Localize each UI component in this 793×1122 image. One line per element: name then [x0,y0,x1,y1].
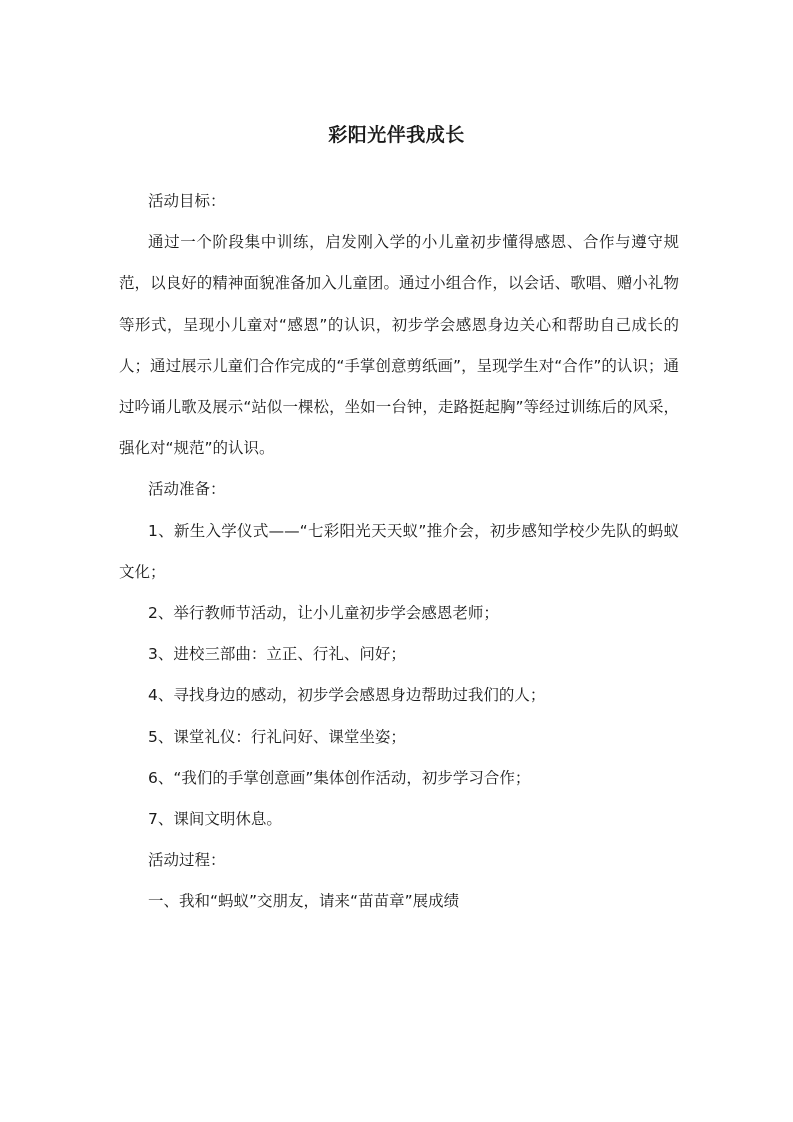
section-heading-goals: 活动目标： [148,192,226,210]
list-item: 6、“我们的手掌创意画”集体创作活动，初步学习合作； [148,768,531,787]
section-heading-process: 活动过程： [148,851,226,870]
list-item: 7、课间文明休息。 [148,810,282,829]
subsection-heading: 一、我和“蚂蚁”交朋友，请来“苗苗章”展成绩 [148,892,460,911]
list-item: 4、寻找身边的感动，初步学会感恩身边帮助过我们的人； [148,686,546,705]
list-item: 1、新生入学仪式——“七彩阳光天天蚁”推介会，初步感知学校少先队的蚂蚁文化； [119,521,679,581]
list-item: 5、课堂礼仪：行礼问好、课堂坐姿； [148,727,406,746]
document-title: 彩阳光伴我成长 [328,124,465,146]
document-body [119,181,679,923]
paragraph-goals: 通过一个阶段集中训练，启发刚入学的小儿童初步懂得感恩、合作与遵守规范，以良好的精神面貌准备加入儿童团。通过小组合作，以会话、歌唱、赠小礼物等形式，呈现小儿童对“感恩”的认识，初步学会感恩身边关心和帮助自己成长的人；通过展示儿童们合作完成的“手掌创意剪纸画”，呈现学生对“合作”的认识；通过吟诵儿歌及展示“站似一棵松，坐如一台钟，走路挺起胸”等经过训练后的风采，强化对“规范”的认识。 [119,233,679,458]
list-item: 3、进校三部曲：立正、行礼、问好； [148,645,406,664]
section-heading-preparation: 活动准备： [148,480,226,499]
list-item: 2、举行教师节活动，让小儿童初步学会感恩老师； [148,604,499,623]
